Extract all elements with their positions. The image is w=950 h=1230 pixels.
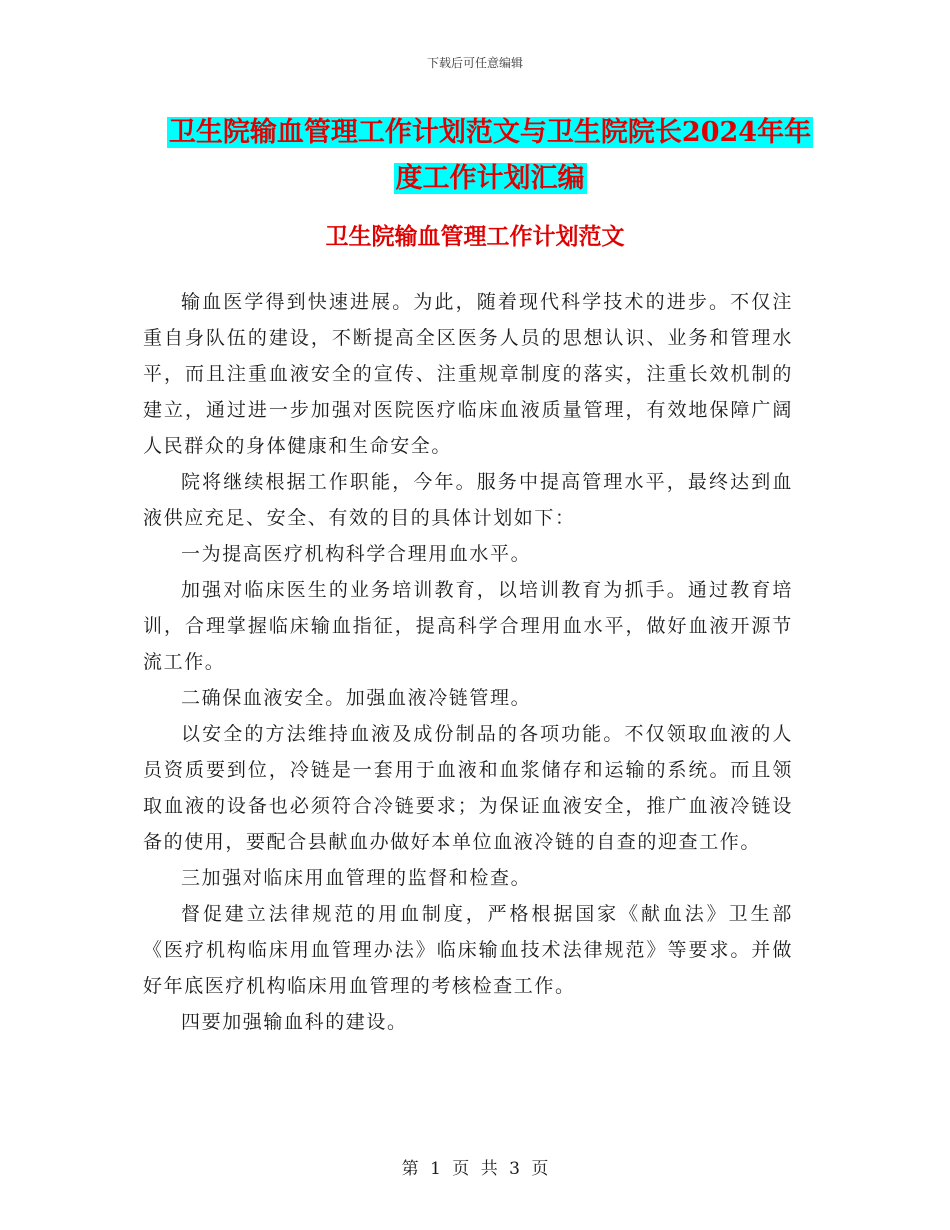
page-number: 第 1 页 共 3 页 bbox=[401, 1159, 549, 1179]
title-line-1: 卫生院输血管理工作计划范文与卫生院院长2024年年 bbox=[168, 117, 812, 148]
paragraph: 一为提高医疗机构科学合理用血水平。 bbox=[181, 543, 532, 565]
document-title bbox=[140, 110, 840, 202]
paragraph: 督促建立法律规范的用血制度，严格根据国家《献血法》卫生部《医疗机构临床用血管理办法》临床输血技术法律规范》等要求。并做好年底医疗机构临床用血管理的考核检查工作。 bbox=[143, 903, 793, 997]
paragraph: 输血医学得到快速进展。为此，随着现代科学技术的进步。不仅注重自身队伍的建设，不断提高全区医务人员的思想认识、业务和管理水平，而且注重血液安全的宣传、注重规章制度的落实，注重长效机制的建立，通过进一步加强对医院医疗临床血液质量管理，有效地保障广阔人民群众的身体健康和生命安全。 bbox=[143, 291, 793, 457]
paragraph: 加强对临床医生的业务培训教育，以培训教育为抓手。通过教育培训，合理掌握临床输血指征，提高科学合理用血水平，做好血液开源节流工作。 bbox=[143, 579, 793, 673]
paragraph: 四要加强输血科的建设。 bbox=[181, 1011, 408, 1033]
paragraph: 二确保血液安全。加强血液冷链管理。 bbox=[181, 687, 532, 709]
paragraph: 三加强对临床用血管理的监督和检查。 bbox=[181, 867, 532, 889]
paragraph: 院将继续根据工作职能，今年。服务中提高管理水平，最终达到血液供应充足、安全、有效的目的具体计划如下： bbox=[143, 471, 793, 529]
paragraph: 以安全的方法维持血液及成份制品的各项功能。不仅领取血液的人员资质要到位，冷链是一套用于血液和血浆储存和运输的系统。而且领取血液的设备也必须符合冷链要求；为保证血液安全，推广血液冷链设备的使用，要配合县献血办做好本单位血液冷链的自查的迎查工作。 bbox=[143, 723, 793, 853]
title-line-2: 度工作计划汇编 bbox=[395, 163, 585, 194]
section-title: 卫生院输血管理工作计划范文 bbox=[325, 223, 625, 250]
body-text bbox=[143, 284, 793, 1040]
header-note: 下载后可任意编辑 bbox=[426, 56, 523, 70]
